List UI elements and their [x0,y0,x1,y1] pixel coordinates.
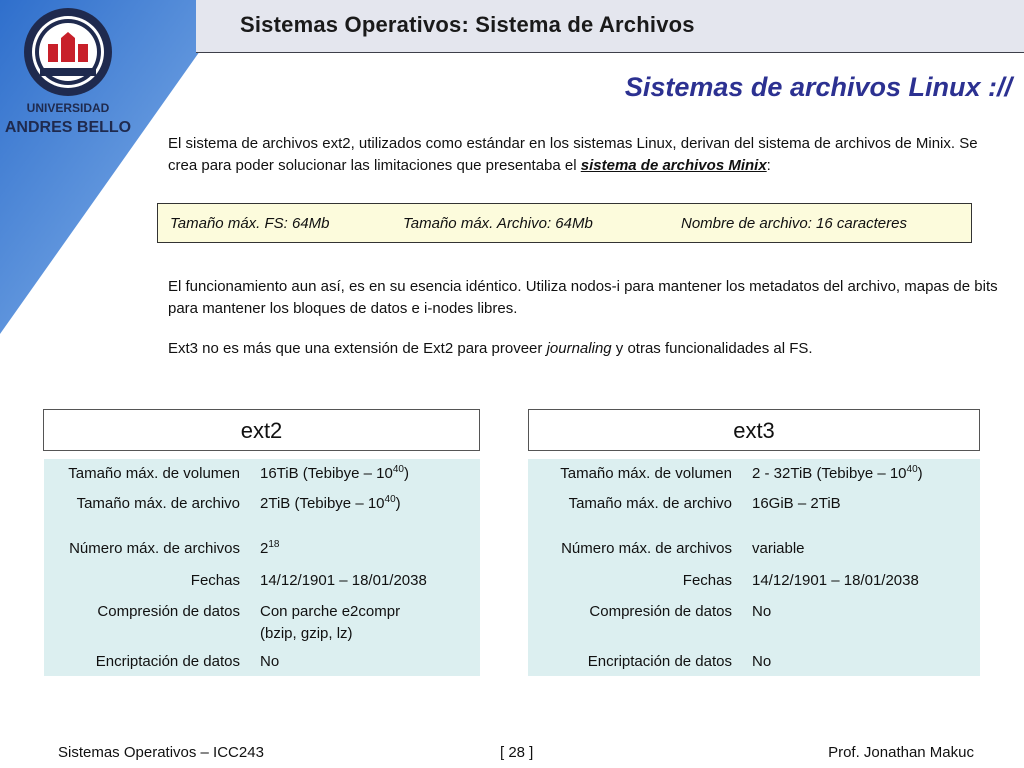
intro-suffix: : [766,157,771,174]
journaling-term: journaling [546,340,612,357]
spec-label: Número máx. de archivos [69,540,240,557]
table-row [528,600,980,651]
table-row [528,490,980,537]
spec-value: 16GiB – 2TiB [752,495,841,512]
ext3-text-end: y otras funcionalidades al FS. [611,340,813,357]
spec-value: variable [752,540,805,557]
spec-value: No [260,653,280,670]
table-row [528,569,980,600]
spec-label: Fechas [682,572,732,589]
limit-filename: Nombre de archivo: 16 caracteres [681,215,907,232]
table-row [44,569,480,600]
spec-label: Tamaño máx. de volumen [560,465,732,482]
spec-label: Número máx. de archivos [561,540,732,557]
limit-file-size: Tamaño máx. Archivo: 64Mb [403,215,593,232]
table-row [44,600,480,651]
slide-title: Sistemas Operativos: Sistema de Archivos [240,12,695,37]
body-paragraph-inodes: El funcionamiento aun así, es en su esencia idéntico. Utiliza nodos-i para mantener los metadatos del archivo, mapas de bits para mantener los bloques de datos e i-nodes libres. [168,278,998,317]
minix-link[interactable]: sistema de archivos Minix [580,157,767,174]
spec-value: Con parche e2compr (bzip, gzip, lz) [260,603,401,642]
body-paragraph-ext3 [168,338,1018,360]
table-row [528,537,980,569]
spec-value: 14/12/1901 – 18/01/2038 [260,572,427,589]
spec-label: Tamaño máx. de archivo [76,495,240,512]
spec-label: Compresión de datos [97,603,240,620]
university-logo [4,4,132,140]
spec-label: Compresión de datos [589,603,732,620]
footer-author: Prof. Jonathan Makuc [828,744,974,761]
table-row [44,651,480,676]
footer-course: Sistemas Operativos – ICC243 [58,744,264,761]
spec-label: Tamaño máx. de archivo [568,495,732,512]
table-row [44,537,480,569]
spec-value: 2TiB (Tebibye – $10^{40}$) [260,494,401,512]
ext3-header: ext3 [528,409,980,451]
spec-label: Encriptación de datos [95,653,240,670]
table-row [528,651,980,676]
table-row [44,490,480,537]
limit-fs-size: Tamaño máx. FS: 64Mb [170,215,330,232]
footer-page-number: [ 28 ] [500,744,534,761]
svg-text:ANDRES BELLO: ANDRES BELLO [4,119,132,136]
minix-limits-box [157,203,972,243]
spec-value: 2 - 32TiB (Tebibye – $10^{40}$) [752,464,923,482]
slide-subtitle: Sistemas de archivos Linux :// [624,72,1012,102]
spec-value: $2^{18}$ [260,539,280,557]
spec-value: No [752,603,772,620]
ext2-header: ext2 [43,409,480,451]
ext3-specs-table [528,459,980,676]
spec-label: Encriptación de datos [587,653,732,670]
spec-value: No [752,653,772,670]
ext2-specs-table [44,459,480,676]
spec-value: 16TiB (Tebibye – $10^{40}$) [260,464,409,482]
intro-text: El sistema de archivos ext2, utilizados como estándar en los sistemas Linux, derivan del sistema de archivos de Minix. Se crea para poder solucionar las limitaciones que presentaba el [168,135,978,174]
table-row [44,459,480,490]
intro-paragraph [168,133,1008,177]
spec-label: Fechas [190,572,240,589]
ext3-text: Ext3 no es más que una extensión de Ext2 para proveer [168,340,547,357]
spec-label: Tamaño máx. de volumen [68,465,240,482]
svg-text:UNIVERSIDAD: UNIVERSIDAD [26,101,110,115]
table-row [528,459,980,490]
spec-value: 14/12/1901 – 18/01/2038 [752,572,919,589]
